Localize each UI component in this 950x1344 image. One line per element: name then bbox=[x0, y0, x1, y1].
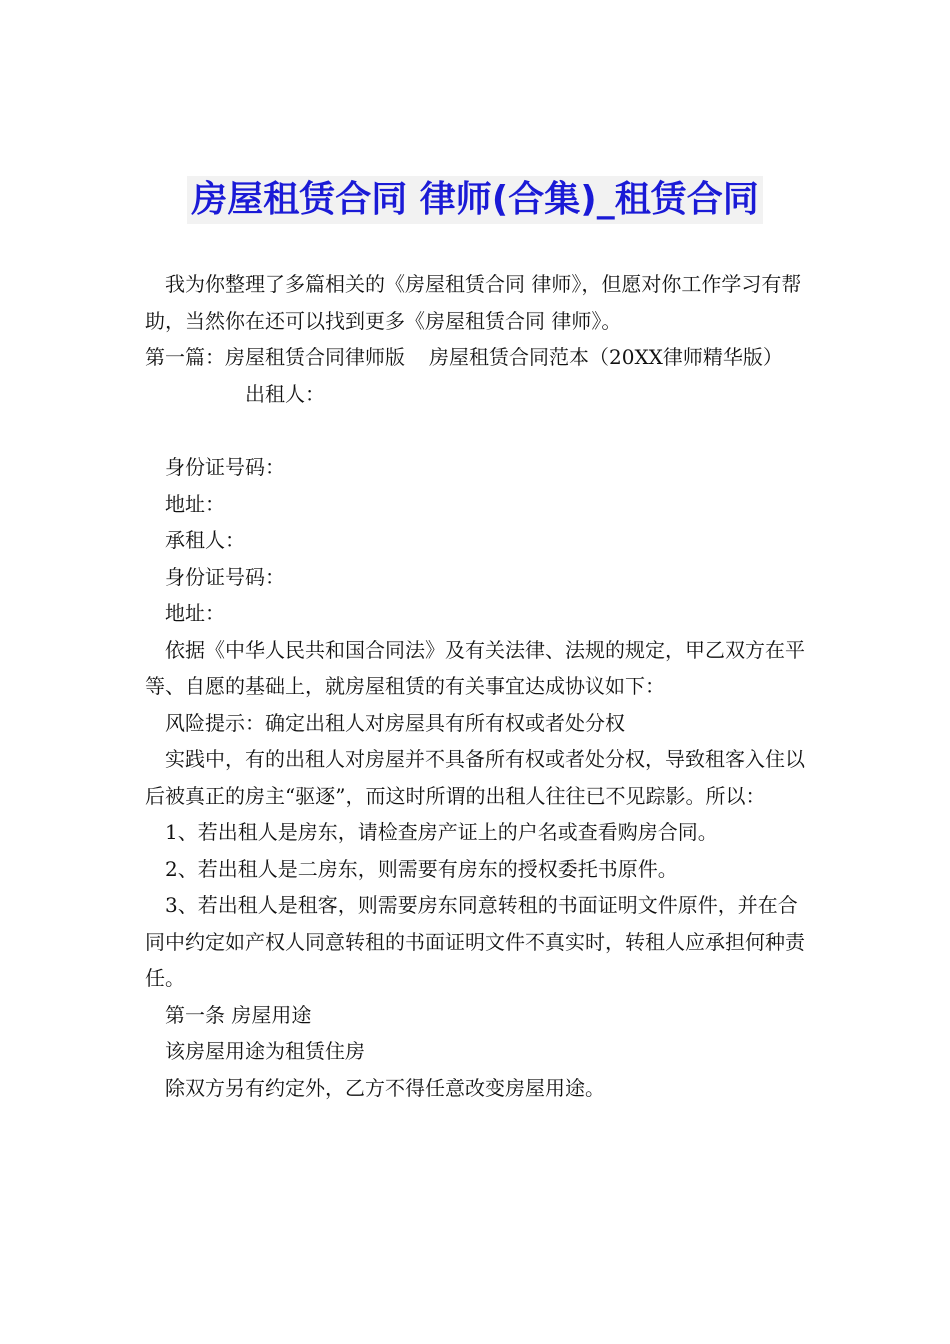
section-heading-b: 房屋租赁合同范本（20XX律师精华版） bbox=[429, 345, 783, 369]
document-body bbox=[145, 266, 810, 1106]
lessor-address-label: 地址： bbox=[165, 491, 225, 516]
intro-paragraph: 我为你整理了多篇相关的《房屋租赁合同 律师》，但愿对你工作学习有帮助，当然你在还可以找到更多《房屋租赁合同 律师》。 bbox=[145, 272, 802, 333]
list-item-1: 1、若出租人是房东，请检查房产证上的户名或查看购房合同。 bbox=[165, 820, 718, 844]
section-heading bbox=[145, 339, 810, 376]
article-1-heading: 第一条 房屋用途 bbox=[165, 1002, 312, 1027]
practice-paragraph: 实践中，有的出租人对房屋并不具备所有权或者处分权，导致租客入住以后被真正的房主“驱逐”，而这时所谓的出租人往往已不见踪影。所以： bbox=[145, 747, 805, 808]
usage-note: 除双方另有约定外，乙方不得任意改变房屋用途。 bbox=[165, 1075, 605, 1100]
legal-basis-paragraph: 依据《中华人民共和国合同法》及有关法律、法规的规定，甲乙双方在平等、自愿的基础上，就房屋租赁的有关事宜达成协议如下： bbox=[145, 637, 805, 698]
lessee-id-label: 身份证号码： bbox=[165, 564, 285, 589]
document-title-wrap bbox=[0, 176, 950, 224]
document-title: 房屋租赁合同 律师(合集)_租赁合同 bbox=[187, 176, 762, 224]
lessor-label: 出租人： bbox=[245, 381, 325, 406]
usage-line: 该房屋用途为租赁住房 bbox=[165, 1039, 365, 1063]
list-item-2: 2、若出租人是二房东，则需要有房东的授权委托书原件。 bbox=[165, 856, 678, 881]
lessee-label: 承租人： bbox=[165, 528, 245, 552]
lessee-address-label: 地址： bbox=[165, 601, 225, 625]
section-heading-a: 第一篇：房屋租赁合同律师版 bbox=[145, 345, 405, 369]
blank-line bbox=[145, 412, 810, 449]
lessor-id-label: 身份证号码： bbox=[165, 455, 285, 479]
list-item-3: 3、若出租人是租客，则需要房东同意转租的书面证明文件原件，并在合同中约定如产权人同意转租的书面证明文件不真实时，转租人应承担何种责任。 bbox=[145, 893, 805, 990]
risk-tip: 风险提示：确定出租人对房屋具有所有权或者处分权 bbox=[165, 710, 625, 735]
